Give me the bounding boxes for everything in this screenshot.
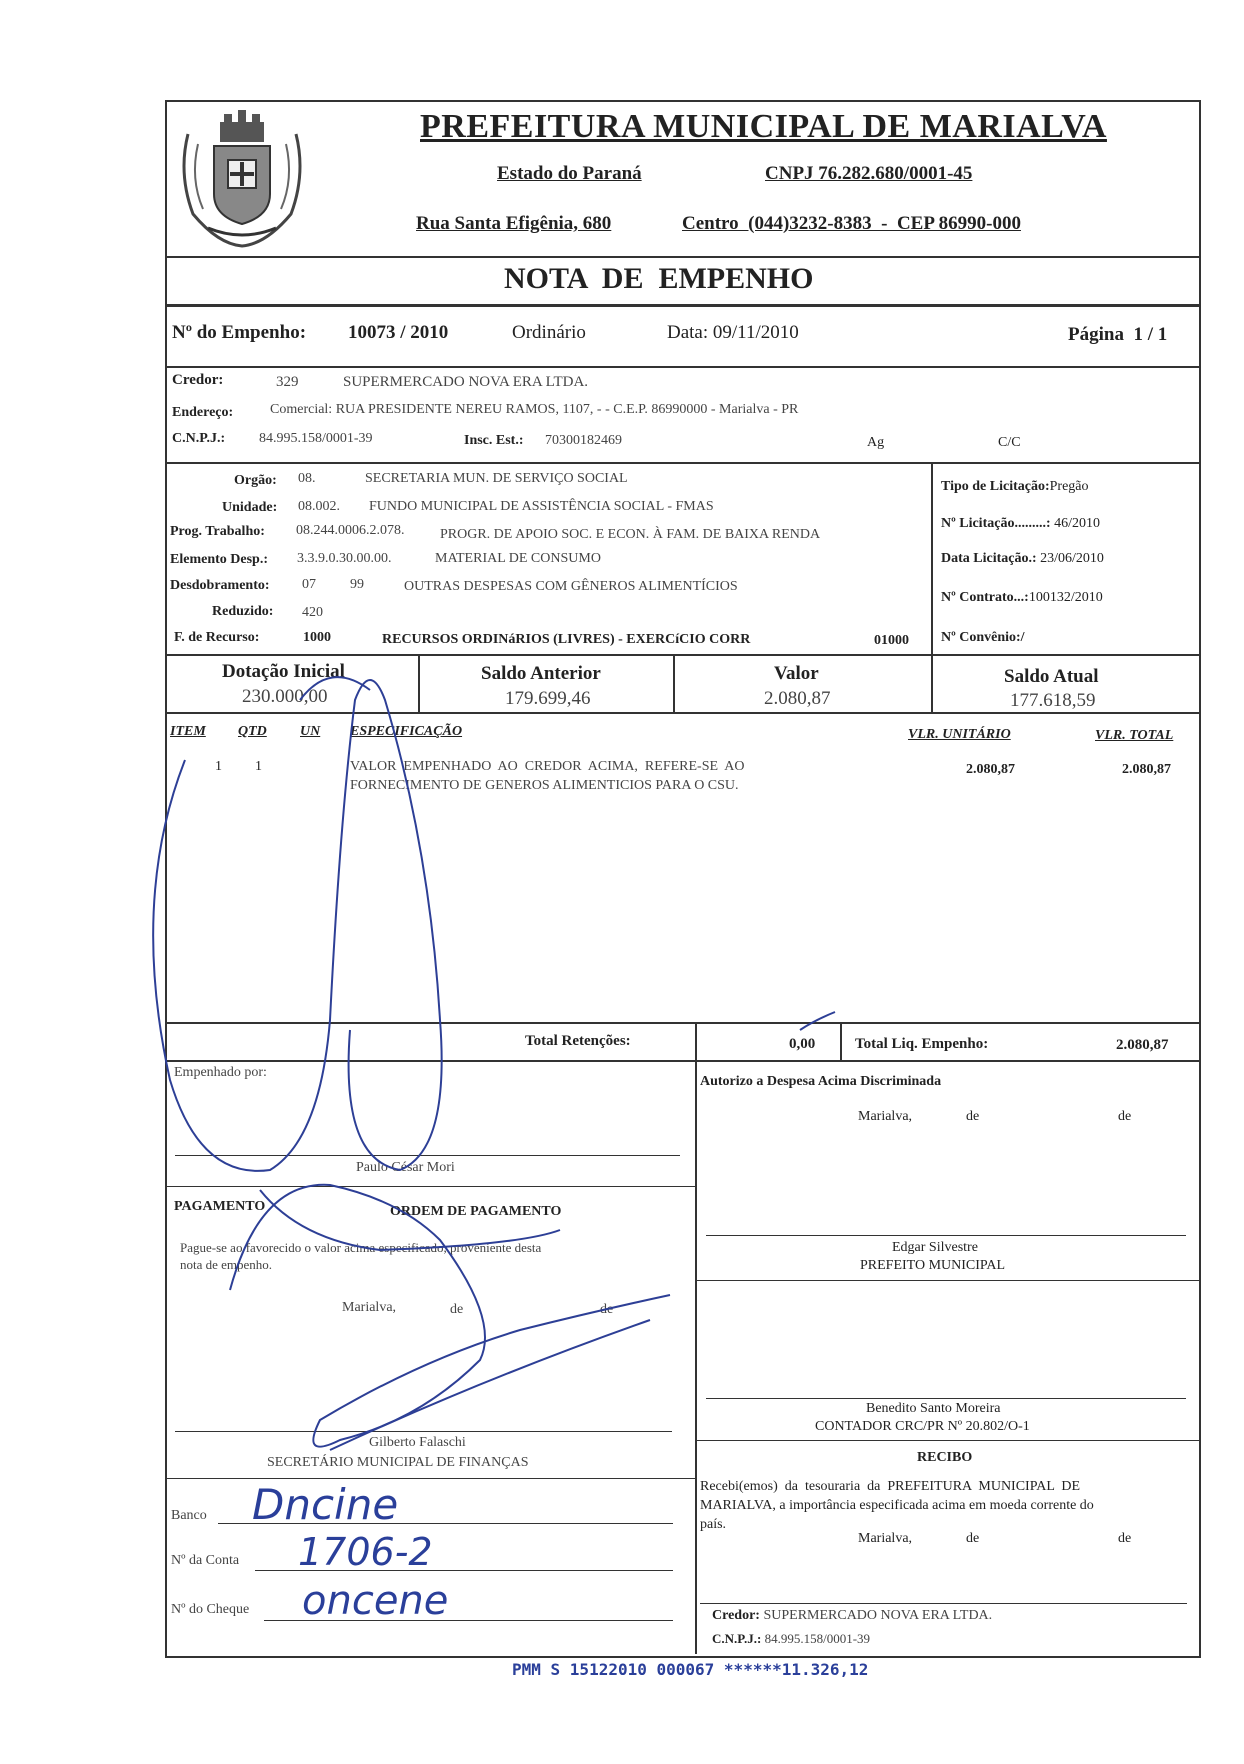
col-vlr-unitario-header: VLR. UNITÁRIO [908, 727, 1011, 742]
autorizo-de-1: de [966, 1109, 980, 1124]
ordem-pagamento-label: ORDEM DE PAGAMENTO [390, 1204, 562, 1219]
insc-est-label: Insc. Est.: [464, 433, 524, 448]
recibo-credor-value: SUPERMERCADO NOVA ERA LTDA. [763, 1608, 993, 1623]
col-vlr-total-header: VLR. TOTAL [1095, 728, 1174, 743]
col-item-header: ITEM [170, 724, 206, 739]
unidade-label: Unidade: [222, 500, 278, 515]
conta-label: Nº da Conta [171, 1553, 240, 1568]
numero-contrato-label: Nº Contrato...: [941, 590, 1029, 605]
banco-handwritten-value: Dncine [252, 1480, 399, 1529]
footer-stamp: PMM S 15122010 000067 ******11.326,12 [512, 1660, 869, 1679]
state-label: Estado do Paraná [497, 163, 642, 184]
total-liquido-label: Total Liq. Empenho: [855, 1036, 989, 1052]
tipo-licitacao-label: Tipo de Licitação: [941, 479, 1050, 494]
conta-corrente-label: C/C [998, 435, 1021, 450]
pagamento-place: Marialva, [342, 1300, 397, 1315]
item-qtd: 1 [255, 759, 262, 774]
prog-trabalho-label: Prog. Trabalho: [170, 524, 265, 539]
valor-label: Valor [774, 663, 819, 684]
empenho-date: Data: 09/11/2010 [667, 322, 799, 343]
item-especificacao-line-1: VALOR EMPENHADO AO CREDOR ACIMA, REFERE-SE AO [350, 759, 745, 774]
secretario-name: Gilberto Falaschi [369, 1435, 466, 1450]
total-liquido-value: 2.080,87 [1116, 1037, 1169, 1053]
credor-name: SUPERMERCADO NOVA ERA LTDA. [343, 374, 589, 390]
recurso-label: F. de Recurso: [174, 630, 260, 645]
recurso-desc: RECURSOS ORDINáRIOS (LIVRES) - EXERCíCIO CORR [382, 632, 751, 647]
pagamento-de-1: de [450, 1302, 464, 1317]
recibo-text-line-2: MARIALVA, a importância especificada acima em moeda corrente do [700, 1498, 1094, 1513]
contador-name: Benedito Santo Moreira [866, 1401, 1001, 1416]
recibo-text-line-1: Recebi(emos) da tesouraria da PREFEITURA MUNICIPAL DE [700, 1479, 1081, 1494]
numero-licitacao-label: Nº Licitação.........: [941, 516, 1051, 531]
empenho-number-value: 10073 / 2010 [348, 322, 449, 343]
recurso-code: 1000 [303, 630, 331, 645]
empenhado-por-name: Paulo César Mori [356, 1160, 455, 1175]
recibo-cnpj-value: 84.995.158/0001-39 [764, 1631, 871, 1646]
recibo-place: Marialva, [858, 1531, 913, 1546]
pagamento-text-line-1: Pague-se ao favorecido o valor acima especificado, proveniente desta [180, 1240, 542, 1255]
pagamento-text-line-2: nota de empenho. [180, 1257, 273, 1272]
valor-value: 2.080,87 [764, 688, 831, 709]
desdobramento-label: Desdobramento: [170, 578, 270, 593]
total-retencoes-value: 0,00 [789, 1036, 816, 1052]
address-street: Rua Santa Efigênia, 680 [416, 213, 612, 234]
unidade-desc: FUNDO MUNICIPAL DE ASSISTÊNCIA SOCIAL - FMAS [369, 499, 714, 514]
insc-est-value: 70300182469 [545, 433, 622, 448]
recurso-number: 01000 [874, 633, 909, 648]
cnpj-label: CNPJ 76.282.680/0001-45 [765, 163, 973, 184]
reduzido-value: 420 [302, 605, 323, 620]
saldo-anterior-value: 179.699,46 [505, 688, 591, 709]
autorizo-de-2: de [1118, 1109, 1132, 1124]
orgao-code: 08. [298, 471, 316, 486]
numero-contrato-value: 100132/2010 [1028, 590, 1103, 605]
data-licitacao-label: Data Licitação.: [941, 551, 1037, 566]
endereco-value: Comercial: RUA PRESIDENTE NEREU RAMOS, 1107, - - C.E.P. 86990000 - Marialva - PR [270, 402, 799, 417]
data-licitacao-value: 23/06/2010 [1040, 551, 1104, 566]
empenhado-por-label: Empenhado por: [174, 1065, 267, 1080]
recibo-title: RECIBO [917, 1450, 973, 1465]
reduzido-label: Reduzido: [212, 604, 274, 619]
agencia-label: Ag [867, 435, 885, 450]
dotacao-inicial-value: 230.000,00 [242, 686, 328, 707]
desdobramento-desc: OUTRAS DESPESAS COM GÊNEROS ALIMENTÍCIOS [404, 579, 738, 594]
municipality-title: PREFEITURA MUNICIPAL DE MARIALVA [420, 108, 1107, 145]
recibo-de-1: de [966, 1531, 980, 1546]
elemento-code: 3.3.9.0.30.00.00. [297, 551, 392, 566]
saldo-atual-label: Saldo Atual [1004, 666, 1099, 687]
contador-role: CONTADOR CRC/PR Nº 20.802/O-1 [815, 1419, 1030, 1434]
page-number: Página 1 / 1 [1068, 324, 1168, 345]
unidade-code: 08.002. [298, 499, 340, 514]
tipo-licitacao-value: Pregão [1049, 479, 1089, 494]
recibo-de-2: de [1118, 1531, 1132, 1546]
dotacao-inicial-label: Dotação Inicial [222, 661, 345, 682]
empenho-number-label: Nº do Empenho: [172, 322, 307, 343]
col-especificacao-header: ESPECIFICAÇÃO [350, 724, 463, 739]
numero-convenio-label: Nº Convênio:/ [941, 630, 1025, 645]
prefeito-role: PREFEITO MUNICIPAL [860, 1258, 1006, 1273]
empenho-type: Ordinário [512, 322, 586, 343]
credor-label: Credor: [172, 372, 224, 388]
prefeito-name: Edgar Silvestre [892, 1240, 978, 1255]
conta-handwritten-value: 1706-2 [298, 1530, 433, 1574]
prog-trabalho-code: 08.244.0006.2.078. [296, 523, 405, 538]
total-retencoes-label: Total Retenções: [525, 1033, 631, 1049]
pagamento-label: PAGAMENTO [174, 1199, 266, 1214]
credor-cnpj-value: 84.995.158/0001-39 [259, 431, 373, 446]
secretario-role: SECRETÁRIO MUNICIPAL DE FINANÇAS [267, 1455, 529, 1470]
recibo-credor-label: Credor: [712, 1608, 760, 1623]
endereco-label: Endereço: [172, 405, 234, 420]
recibo-text-line-3: país. [700, 1517, 727, 1532]
recibo-cnpj-label: C.N.P.J.: [712, 1631, 762, 1646]
col-un-header: UN [300, 724, 321, 739]
item-number: 1 [215, 759, 222, 774]
document-title: NOTA DE EMPENHO [504, 262, 814, 295]
credor-cnpj-label: C.N.P.J.: [172, 431, 226, 446]
col-qtd-header: QTD [238, 724, 267, 739]
banco-label: Banco [171, 1508, 207, 1523]
address-rest: Centro (044)3232-8383 - CEP 86990-000 [682, 213, 1021, 234]
orgao-desc: SECRETARIA MUN. DE SERVIÇO SOCIAL [365, 471, 628, 486]
item-especificacao-line-2: FORNECIMENTO DE GENEROS ALIMENTICIOS PARA O CSU. [350, 778, 739, 793]
saldo-anterior-label: Saldo Anterior [481, 663, 601, 684]
numero-licitacao-value: 46/2010 [1054, 516, 1100, 531]
prog-trabalho-desc: PROGR. DE APOIO SOC. E ECON. À FAM. DE BAIXA RENDA [440, 527, 821, 542]
item-vlr-total: 2.080,87 [1122, 762, 1171, 777]
credor-code: 329 [276, 374, 299, 390]
saldo-atual-value: 177.618,59 [1010, 690, 1096, 711]
pagamento-de-2: de [600, 1302, 614, 1317]
item-vlr-unitario: 2.080,87 [966, 762, 1015, 777]
elemento-desc: MATERIAL DE CONSUMO [435, 551, 601, 566]
autorizo-label: Autorizo a Despesa Acima Discriminada [700, 1074, 942, 1089]
elemento-label: Elemento Desp.: [170, 552, 268, 567]
cheque-handwritten-value: oncene [302, 1578, 449, 1624]
autorizo-place: Marialva, [858, 1109, 913, 1124]
desdobramento-code-2: 99 [350, 577, 364, 592]
desdobramento-code-1: 07 [302, 577, 316, 592]
cheque-label: Nº do Cheque [171, 1602, 250, 1617]
orgao-label: Orgão: [234, 473, 277, 488]
